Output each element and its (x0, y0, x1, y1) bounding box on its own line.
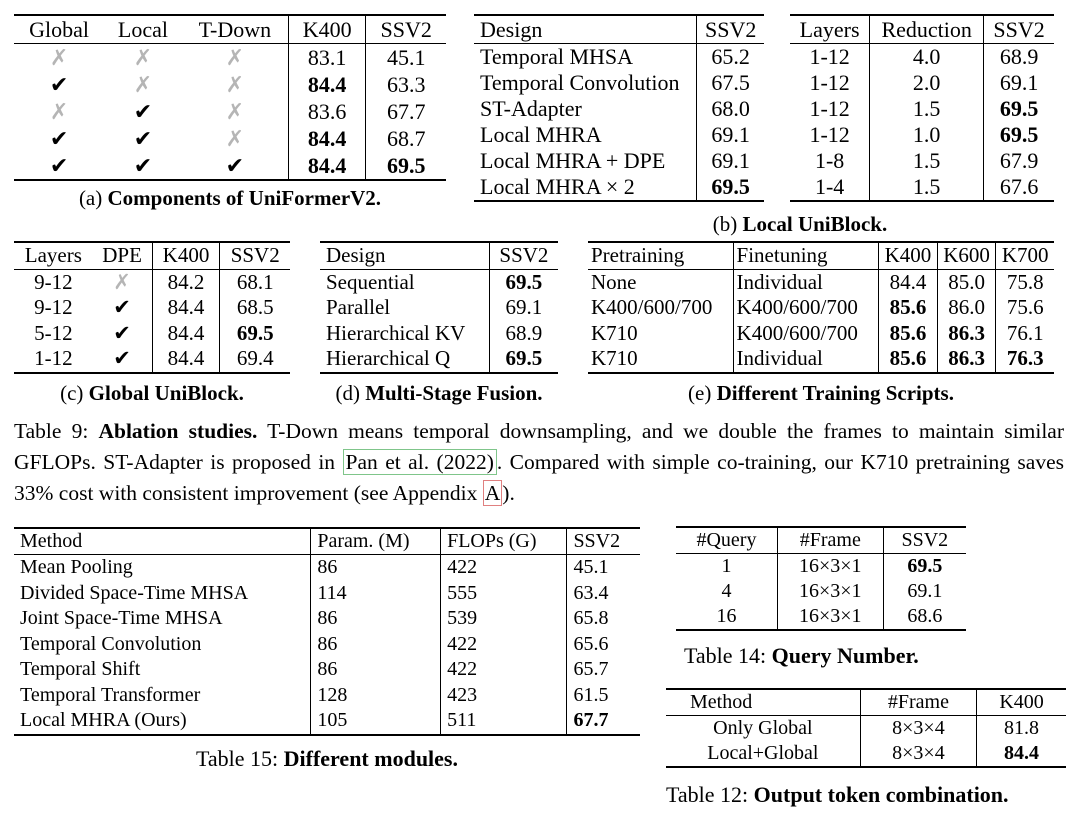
cross-icon: ✗ (133, 72, 153, 97)
check-icon: ✔ (225, 153, 245, 178)
col-method: Method (14, 528, 311, 555)
cross-icon: ✗ (225, 126, 245, 151)
table-cell: 83.1 (288, 44, 366, 72)
table-row (474, 122, 764, 148)
table-row (14, 98, 446, 125)
table-c (14, 241, 290, 374)
caption-9-text-3: ). (502, 481, 515, 505)
check-icon: ✔ (49, 153, 69, 178)
citation-pan-et-al[interactable] (343, 449, 497, 475)
col-k600: K600 (937, 242, 996, 269)
table-cell: 86.0 (937, 295, 996, 321)
table-cell: Temporal Shift (20, 658, 141, 680)
caption-12-prefix: Table 12: (666, 782, 749, 807)
table-cell: K710 (591, 320, 638, 345)
table-cell: 65.2 (697, 44, 764, 71)
caption-15-title: Different modules. (283, 745, 458, 771)
table-row (14, 71, 446, 98)
table-cell: 86.3 (937, 346, 996, 373)
table-cell: 16 (716, 605, 737, 627)
table-row (676, 604, 966, 630)
table-cell: 84.2 (152, 269, 220, 295)
table-cell: 86.3 (937, 321, 996, 347)
appendix-link[interactable]: A (484, 481, 501, 505)
caption-e-title: Different Training Scripts. (716, 380, 954, 405)
table-cell: 68.6 (883, 604, 966, 630)
citation-authors: Pan et al. (345, 450, 430, 474)
table-cell: Temporal Convolution (480, 70, 680, 95)
table-cell: 1-4 (814, 174, 845, 199)
table-9-caption (14, 416, 1064, 509)
col-dpe: DPE (93, 242, 152, 269)
table-row (676, 579, 966, 604)
table-cell: 69.5 (883, 554, 966, 580)
check-icon: ✔ (133, 99, 153, 124)
table-row (14, 295, 290, 321)
table-cell: 84.4 (977, 741, 1066, 767)
table-cell: 9-12 (34, 295, 73, 319)
cross-icon: ✗ (225, 99, 245, 124)
table-cell: 67.5 (697, 70, 764, 96)
table-cell: 5-12 (34, 320, 73, 345)
table-b-right-block (790, 14, 1054, 202)
table-row (320, 295, 558, 321)
table-cell: 1.5 (870, 148, 984, 174)
col-layers: Layers (14, 242, 93, 269)
col-design: Design (474, 15, 697, 44)
table-cell: 1-12 (809, 44, 850, 69)
col-pretraining: Pretraining (588, 242, 733, 269)
table-cell: 69.4 (220, 346, 290, 373)
table-cell: 86 (311, 657, 441, 683)
table-cell: 76.1 (996, 321, 1054, 347)
table-cell: 1-12 (34, 346, 73, 370)
table-cell: 1-12 (809, 96, 850, 121)
table-cell: 69.5 (220, 321, 290, 347)
table-cell: 69.5 (489, 269, 558, 295)
col-ssv2: SSV2 (366, 15, 446, 44)
table-row (14, 555, 640, 581)
caption-d-title: Multi-Stage Fusion. (365, 380, 543, 405)
table-row (790, 44, 1054, 71)
table-cell: 69.5 (697, 174, 764, 201)
table-cell: 84.4 (288, 71, 366, 98)
table-a (14, 14, 446, 181)
col-ssv2: SSV2 (697, 15, 764, 44)
caption-e-prefix: (e) (688, 380, 712, 405)
table-row (14, 606, 640, 632)
table-cell: 511 (441, 708, 567, 735)
col-global: Global (14, 15, 104, 44)
check-icon: ✔ (113, 346, 131, 370)
cross-icon: ✗ (49, 99, 69, 124)
table-cell: 128 (311, 683, 441, 709)
table-cell: 69.1 (984, 70, 1054, 96)
table-cell: 423 (441, 683, 567, 709)
table-row (790, 96, 1054, 122)
table-14 (676, 526, 966, 631)
table-row (320, 346, 558, 373)
table-cell: Divided Space-Time MHSA (20, 581, 249, 604)
table-cell: 69.5 (366, 152, 446, 180)
col-k400: K400 (977, 689, 1066, 716)
table-cell: 75.8 (996, 269, 1054, 295)
caption-14-title: Query Number. (771, 643, 919, 668)
table-cell: 1 (721, 555, 732, 577)
table-row (790, 174, 1054, 201)
table-cell: 8×3×4 (860, 716, 976, 742)
table-12-block (666, 688, 1066, 808)
col-reduction: Reduction (870, 15, 984, 44)
table-row (588, 269, 1054, 295)
col-frame: #Frame (860, 689, 976, 716)
table-cell: 63.3 (366, 71, 446, 98)
table-row (676, 554, 966, 580)
caption-9-text-1: T-Down means temporal downsampling, and we double the frames to maintain similar GFLOPs. ST-Adapter is proposed in (14, 419, 1065, 474)
table-cell: 68.0 (697, 96, 764, 122)
table-cell: 1.0 (870, 122, 984, 148)
table-cell: 65.8 (567, 606, 640, 632)
table-row (790, 70, 1054, 96)
table-cell: 422 (441, 632, 567, 658)
caption-12-title: Output token combination. (753, 782, 1009, 807)
table-row (588, 346, 1054, 373)
table-cell: Temporal Transformer (20, 683, 201, 706)
check-icon: ✔ (49, 126, 69, 151)
table-c-block (14, 241, 290, 406)
table-cell: 539 (441, 606, 567, 632)
table-14-block (676, 526, 966, 669)
table-row (14, 152, 446, 180)
caption-d-prefix: (d) (335, 380, 360, 405)
table-cell: K400/600/700 (733, 321, 879, 347)
table-row (14, 269, 290, 295)
col-k400: K400 (879, 242, 938, 269)
table-cell: 114 (311, 581, 441, 607)
table-cell: 16×3×1 (777, 554, 883, 580)
table-cell: 69.1 (489, 295, 558, 321)
table-row (474, 96, 764, 122)
table-cell: 65.7 (567, 657, 640, 683)
table-cell: 105 (311, 708, 441, 735)
table-cell: Local MHRA + DPE (480, 148, 666, 173)
caption-a-title: Components of UniFormerV2. (107, 186, 382, 210)
table-cell: 83.6 (288, 98, 366, 125)
table-row (14, 321, 290, 347)
col-tdown: T-Down (182, 15, 289, 44)
col-layers: Layers (790, 15, 870, 44)
table-e-block (588, 241, 1054, 406)
table-b-design (474, 14, 764, 202)
table-cell: 16×3×1 (777, 604, 883, 630)
table-cell: 85.6 (879, 295, 938, 321)
table-cell: 86 (311, 555, 441, 581)
table-cell: Local MHRA (480, 122, 602, 147)
table-cell: 61.5 (567, 683, 640, 709)
table-cell: Mean Pooling (20, 556, 133, 578)
col-finetuning: Finetuning (733, 242, 879, 269)
caption-c-title: Global UniBlock. (88, 380, 244, 405)
col-ssv2: SSV2 (984, 15, 1054, 44)
col-params: Param. (M) (311, 528, 441, 555)
table-cell: 85.6 (879, 321, 938, 347)
table-15 (14, 527, 640, 736)
table-cell: 84.4 (152, 295, 220, 321)
caption-14-prefix: Table 14: (684, 643, 767, 668)
cross-icon: ✗ (113, 269, 131, 294)
table-row (14, 632, 640, 658)
table-cell: None (591, 269, 637, 294)
table-cell: 68.7 (366, 125, 446, 152)
table-12 (666, 688, 1066, 768)
table-cell: Local MHRA (Ours) (20, 709, 187, 731)
table-cell: 67.6 (984, 174, 1054, 201)
table-cell: 67.7 (366, 98, 446, 125)
table-cell: 84.4 (152, 321, 220, 347)
check-icon: ✔ (133, 153, 153, 178)
table-d-block (320, 241, 558, 406)
table-cell: 16×3×1 (777, 579, 883, 604)
table-cell: 86 (311, 606, 441, 632)
caption-b-title: Local UniBlock. (742, 212, 888, 236)
table-row (14, 125, 446, 152)
caption-b (600, 211, 1000, 237)
caption-15-prefix: Table 15: (195, 745, 279, 771)
table-cell: 84.4 (288, 152, 366, 180)
table-cell: 65.6 (567, 632, 640, 658)
table-cell: Temporal Convolution (20, 632, 202, 655)
table-row (790, 148, 1054, 174)
table-cell: Local+Global (707, 742, 819, 764)
table-row (666, 741, 1066, 767)
table-cell: Individual (733, 346, 879, 373)
table-cell: 4.0 (870, 44, 984, 71)
table-row (320, 269, 558, 295)
table-cell: Joint Space-Time MHSA (20, 607, 223, 629)
table-row (14, 683, 640, 709)
col-ssv2: SSV2 (220, 242, 290, 269)
table-row (588, 321, 1054, 347)
table-cell: 45.1 (366, 44, 446, 72)
table-cell: 75.6 (996, 295, 1054, 321)
col-flops: FLOPs (G) (441, 528, 567, 555)
table-row (14, 44, 446, 72)
col-local: Local (104, 15, 182, 44)
table-cell: 84.4 (152, 346, 220, 373)
table-cell: 422 (441, 555, 567, 581)
table-cell: 76.3 (996, 346, 1054, 373)
table-cell: 67.7 (567, 708, 640, 735)
table-row (474, 44, 764, 71)
table-cell: K400/600/700 (733, 295, 879, 321)
table-cell: 68.5 (220, 295, 290, 321)
caption-c (14, 380, 290, 406)
table-cell: Parallel (326, 295, 391, 319)
table-row (588, 295, 1054, 321)
table-cell: 69.5 (489, 346, 558, 373)
check-icon: ✔ (133, 126, 153, 151)
col-k400: K400 (152, 242, 220, 269)
table-cell: 69.1 (697, 148, 764, 174)
caption-9-title: Ablation studies. (98, 419, 258, 443)
cross-icon: ✗ (49, 45, 69, 70)
table-cell: 68.1 (220, 269, 290, 295)
table-cell: Local MHRA × 2 (480, 174, 635, 199)
table-row (14, 657, 640, 683)
table-cell: Temporal MHSA (480, 44, 634, 69)
table-b-left-block (474, 14, 764, 202)
table-cell: 86 (311, 632, 441, 658)
caption-14 (676, 643, 966, 669)
citation-year: (2022) (436, 450, 494, 474)
table-cell: Sequential (326, 269, 415, 294)
col-ssv2: SSV2 (883, 527, 966, 554)
table-cell: Hierarchical Q (326, 346, 451, 370)
table-row (14, 581, 640, 607)
col-frame: #Frame (777, 527, 883, 554)
check-icon: ✔ (113, 295, 131, 319)
table-cell: 45.1 (567, 555, 640, 581)
table-cell: 2.0 (870, 70, 984, 96)
table-cell: K710 (591, 346, 638, 370)
table-cell: 85.0 (937, 269, 996, 295)
caption-d (320, 380, 558, 406)
table-d (320, 241, 558, 374)
caption-9-text-2: . Compared with simple co-training, our K710 pretraining saves 33% cost with consistent improvement (see Appendix (14, 450, 1064, 505)
col-k400: K400 (288, 15, 366, 44)
table-cell: 81.8 (977, 716, 1066, 742)
table-cell: ST-Adapter (480, 96, 582, 121)
caption-9-label: Table 9: (14, 419, 89, 443)
table-cell: 69.5 (984, 122, 1054, 148)
col-ssv2: SSV2 (489, 242, 558, 269)
caption-a-prefix: (a) (78, 186, 103, 210)
cross-icon: ✗ (133, 45, 153, 70)
table-cell: 85.6 (879, 346, 938, 373)
table-row (474, 174, 764, 201)
table-cell: 9-12 (34, 269, 73, 294)
table-row (474, 70, 764, 96)
table-cell: 555 (441, 581, 567, 607)
table-cell: 68.9 (489, 321, 558, 347)
table-cell: 8×3×4 (860, 741, 976, 767)
table-cell: 1-12 (809, 122, 850, 147)
table-b-layers (790, 14, 1054, 202)
table-cell: 69.5 (984, 96, 1054, 122)
table-row (14, 708, 640, 735)
table-cell: 68.9 (984, 44, 1054, 71)
check-icon: ✔ (49, 72, 69, 97)
check-icon: ✔ (113, 320, 131, 345)
table-e (588, 241, 1054, 374)
table-row (474, 148, 764, 174)
table-cell: K400/600/700 (591, 295, 713, 319)
table-cell: 422 (441, 657, 567, 683)
col-method: Method (666, 689, 860, 716)
caption-c-prefix: (c) (60, 380, 84, 405)
table-cell: Only Global (713, 717, 813, 739)
table-row (790, 122, 1054, 148)
cross-icon: ✗ (225, 72, 245, 97)
table-cell: 84.4 (288, 125, 366, 152)
table-cell: Hierarchical KV (326, 320, 466, 345)
col-design: Design (320, 242, 489, 269)
caption-12 (666, 782, 1066, 808)
table-cell: 69.1 (883, 579, 966, 604)
table-cell: 1.5 (870, 174, 984, 201)
caption-e (588, 380, 1054, 406)
col-k700: K700 (996, 242, 1054, 269)
table-cell: 67.9 (984, 148, 1054, 174)
table-cell: 4 (721, 580, 732, 602)
caption-15 (14, 746, 640, 772)
table-15-block (14, 527, 640, 772)
table-cell: 63.4 (567, 581, 640, 607)
caption-a (14, 185, 446, 211)
table-a-block (14, 14, 446, 211)
table-row (666, 716, 1066, 742)
table-cell: 69.1 (697, 122, 764, 148)
table-cell: 1-12 (809, 70, 850, 95)
table-cell: 1.5 (870, 96, 984, 122)
cross-icon: ✗ (225, 45, 245, 70)
table-row (14, 346, 290, 373)
col-ssv2: SSV2 (567, 528, 640, 555)
col-query: #Query (676, 527, 777, 554)
table-cell: Individual (733, 269, 879, 295)
table-cell: 84.4 (879, 269, 938, 295)
table-cell: 1-8 (814, 148, 845, 173)
table-row (320, 321, 558, 347)
caption-b-prefix: (b) (712, 212, 738, 236)
